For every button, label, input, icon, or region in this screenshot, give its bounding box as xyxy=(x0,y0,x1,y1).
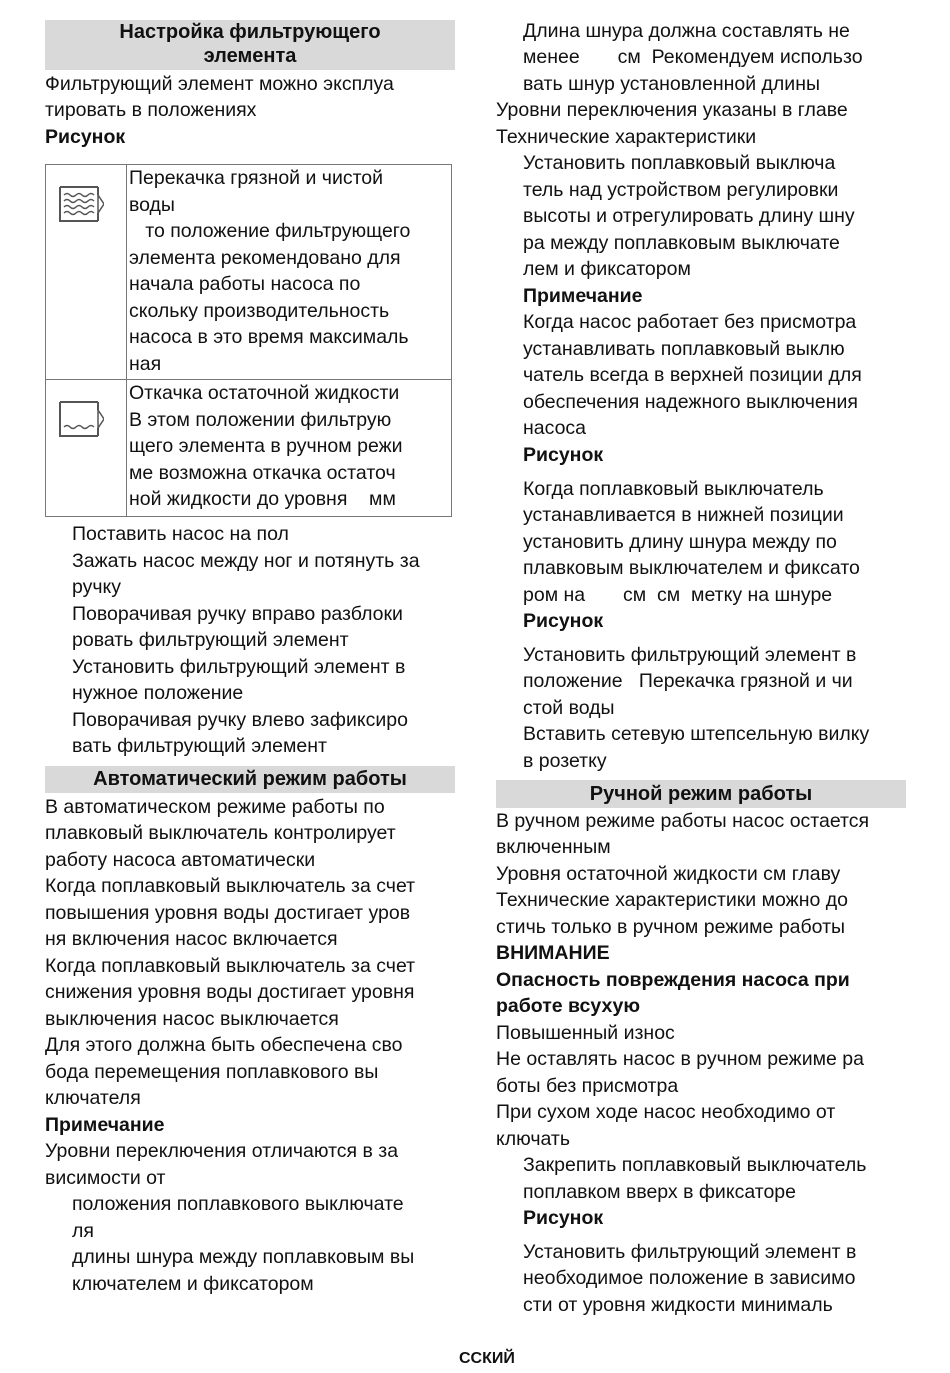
paragraph-line: Установить фильтрующий элемент в xyxy=(523,1241,857,1263)
paragraph-line: вать шнур установленной длины xyxy=(523,73,820,95)
filter-positions-table xyxy=(45,164,452,517)
paragraph-line: работу насоса автоматически xyxy=(45,849,316,871)
paragraph-line: менее см Рекомендуем использо xyxy=(523,46,863,68)
list-item: ля xyxy=(72,1220,94,1242)
paragraph-line: сти от уровня жидкости минималь xyxy=(523,1294,833,1316)
step-line: ровать фильтрующий элемент xyxy=(72,629,349,651)
paragraph-line: Когда поплавковый выключатель xyxy=(523,478,824,500)
paragraph-line: включенным xyxy=(496,836,611,858)
paragraph-line: лем и фиксатором xyxy=(523,258,691,280)
paragraph-line: выключения насос выключается xyxy=(45,1008,339,1030)
paragraph-line: установить длину шнура между по xyxy=(523,531,837,553)
page-footer-language: ССКИЙ xyxy=(459,1350,515,1367)
paragraph-line: Повышенный износ xyxy=(496,1022,675,1044)
step-line: Поворачивая ручку вправо разблоки xyxy=(72,603,403,625)
paragraph-line: При сухом ходе насос необходимо от xyxy=(496,1101,836,1123)
paragraph-line: Установить фильтрующий элемент в xyxy=(523,644,857,666)
paragraph-line: Когда поплавковый выключатель за счет xyxy=(45,955,416,977)
warning-title: работе всухую xyxy=(496,995,641,1017)
paragraph-line: чатель всегда в верхней позиции для xyxy=(523,364,862,386)
list-item: ключателем и фиксатором xyxy=(72,1273,314,1295)
paragraph-line: боты без присмотра xyxy=(496,1075,679,1097)
paragraph-line: тель над устройством регулировки xyxy=(523,179,839,201)
paragraph-line: стой воды xyxy=(523,697,615,719)
note-label: Примечание xyxy=(45,1114,165,1136)
paragraph-line: высоты и отрегулировать длину шну xyxy=(523,205,855,227)
paragraph-line: в розетку xyxy=(523,750,607,772)
paragraph-line: бода перемещения поплавкового вы xyxy=(45,1061,379,1083)
paragraph-line: ключателя xyxy=(45,1087,141,1109)
table-text-cell: Откачка остаточной жидкости В этом положении фильтрую щего элемента в ручном режи ме возможна откачка остаточ ной жидкости до уровня мм xyxy=(127,380,452,517)
paragraph-line: Вставить сетевую штепсельную вилку xyxy=(523,723,870,745)
paragraph-line: В ручном режиме работы насос остается xyxy=(496,810,870,832)
table-text-cell: Перекачка грязной и чистой воды то положение фильтрующего элемента рекомендовано для начала работы насоса по скольку производительность насоса в это время максималь ная xyxy=(127,165,452,380)
paragraph-line: Когда поплавковый выключатель за счет xyxy=(45,875,416,897)
paragraph-line: Не оставлять насос в ручном режиме ра xyxy=(496,1048,864,1070)
step-line: нужное положение xyxy=(72,682,244,704)
paragraph-line: стичь только в ручном режиме работы xyxy=(496,916,846,938)
paragraph-line: тировать в положениях xyxy=(45,99,257,121)
paragraph-line: снижения уровня воды достигает уровня xyxy=(45,981,415,1003)
paragraph-line: Уровня остаточной жидкости см главу xyxy=(496,863,841,885)
paragraph-line: ня включения насос включается xyxy=(45,928,338,950)
figure-label: Рисунок xyxy=(523,1207,604,1229)
figure-label: Рисунок xyxy=(523,610,604,632)
paragraph-line: ключать xyxy=(496,1128,570,1150)
list-item: длины шнура между поплавковым вы xyxy=(72,1246,415,1268)
paragraph-line: устанавливать поплавковый выклю xyxy=(523,338,845,360)
step-line: вать фильтрующий элемент xyxy=(72,735,327,757)
table-icon-cell xyxy=(46,165,127,380)
list-item: положения поплавкового выключате xyxy=(72,1193,404,1215)
step-line: Поворачивая ручку влево зафиксиро xyxy=(72,709,408,731)
paragraph-line: В автоматическом режиме работы по xyxy=(45,796,385,818)
paragraph-line: Закрепить поплавковый выключатель xyxy=(523,1154,867,1176)
paragraph-line: плавковым выключателем и фиксато xyxy=(523,557,860,579)
table-row xyxy=(46,380,452,517)
warning-title: Опасность повреждения насоса при xyxy=(496,969,850,991)
paragraph-line: Фильтрующий элемент можно эксплуа xyxy=(45,73,394,95)
paragraph-line: Длина шнура должна составлять не xyxy=(523,20,850,42)
paragraph-line: Технические характеристики можно до xyxy=(496,889,848,911)
figure-label: Рисунок xyxy=(45,126,126,148)
section-heading-filter-setup: Настройка фильтрующего элемента xyxy=(45,20,455,70)
paragraph-line: насоса xyxy=(523,417,587,439)
step-line: Установить фильтрующий элемент в xyxy=(72,656,406,678)
paragraph-line: Уровни переключения отличаются в за xyxy=(45,1140,399,1162)
pump-water-low-icon xyxy=(54,396,104,442)
section-heading-manual-mode: Ручной режим работы xyxy=(496,780,906,808)
figure-label: Рисунок xyxy=(523,444,604,466)
step-line: Зажать насос между ног и потянуть за xyxy=(72,550,420,572)
paragraph-line: необходимое положение в зависимо xyxy=(523,1267,856,1289)
paragraph-line: Когда насос работает без присмотра xyxy=(523,311,857,333)
pump-water-waves-icon xyxy=(54,181,104,227)
paragraph-line: Установить поплавковый выключа xyxy=(523,152,836,174)
paragraph-line: плавковый выключатель контролирует xyxy=(45,822,396,844)
note-label: Примечание xyxy=(523,285,643,307)
paragraph-line: обеспечения надежного выключения xyxy=(523,391,858,413)
paragraph-line: ром на см см метку на шнуре xyxy=(523,584,833,606)
paragraph-line: Технические характеристики xyxy=(496,126,757,148)
step-line: ручку xyxy=(72,576,122,598)
paragraph-line: ра между поплавковым выключате xyxy=(523,232,840,254)
paragraph-line: положение Перекачка грязной и чи xyxy=(523,670,853,692)
table-icon-cell xyxy=(46,380,127,517)
paragraph-line: Уровни переключения указаны в главе xyxy=(496,99,848,121)
section-heading-auto-mode: Автоматический режим работы xyxy=(45,766,455,793)
paragraph-line: поплавком вверх в фиксаторе xyxy=(523,1181,796,1203)
paragraph-line: устанавливается в нижней позиции xyxy=(523,504,844,526)
paragraph-line: повышения уровня воды достигает уров xyxy=(45,902,411,924)
paragraph-line: висимости от xyxy=(45,1167,166,1189)
paragraph-line: Для этого должна быть обеспечена сво xyxy=(45,1034,403,1056)
warning-label: ВНИМАНИЕ xyxy=(496,942,610,964)
table-row xyxy=(46,165,452,380)
step-line: Поставить насос на пол xyxy=(72,523,289,545)
